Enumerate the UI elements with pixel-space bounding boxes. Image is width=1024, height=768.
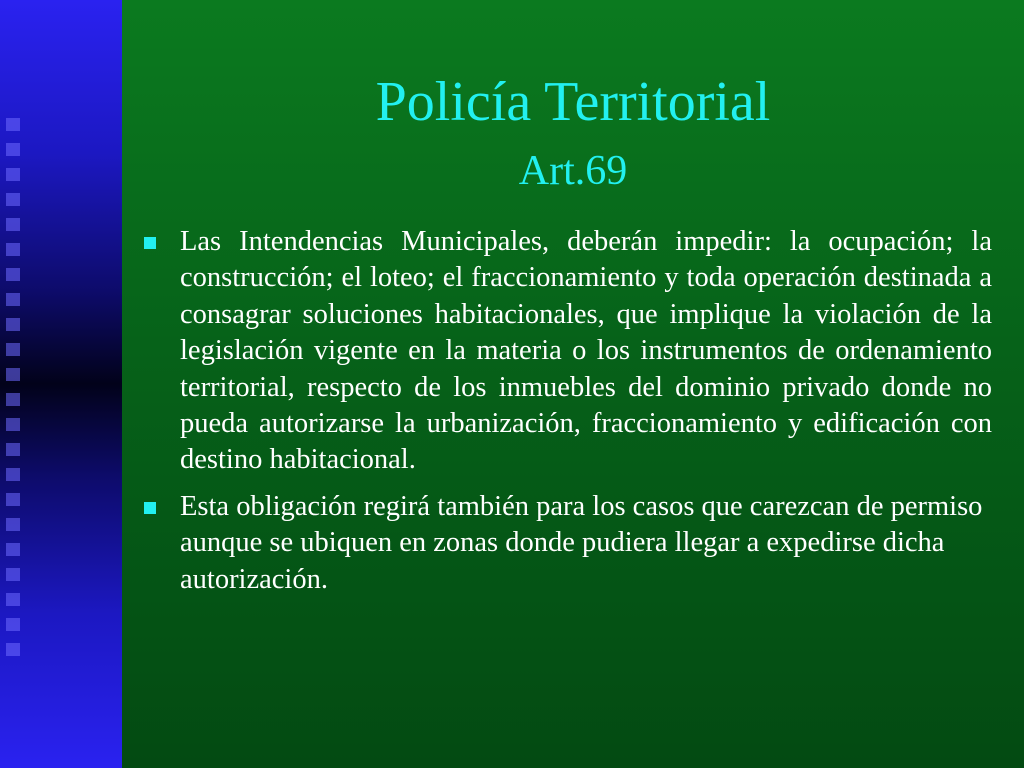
decorative-square [6,118,20,131]
square-bullet-icon [144,502,156,514]
decorative-square [6,218,20,231]
bullet-item [140,224,992,479]
decorative-square [6,168,20,181]
bullet-text: Esta obligación regirá también para los casos que carezcan de permiso aunque se ubiquen en zonas donde pudiera llegar a expedirse dicha autorización. [180,490,983,595]
decorative-square [6,568,20,581]
bullet-text: Las Intendencias Municipales, deberán impedir: la ocupación; la construcción; el loteo; el fraccionamiento y toda operación destinada a consagrar soluciones habitacionales, que implique la violación de la legislación vigente en la materia o los instrumentos de ordenamiento territorial, respecto de los inmuebles del dominio privado donde no pueda autorizarse la urbanización, fraccionamiento y edificación con destino habitacional. [180,226,992,476]
decorative-square [6,643,20,656]
decorative-square [6,318,20,331]
decorative-square [6,493,20,506]
decorative-square [6,593,20,606]
decorative-square [6,543,20,556]
decorative-square [6,393,20,406]
decorative-square [6,443,20,456]
decorative-square [6,293,20,306]
decorative-square [6,243,20,256]
slide-subtitle: Art.69 [518,148,628,194]
decorative-square [6,418,20,431]
decorative-side-band [0,0,122,768]
slide-title: Policía Territorial [375,71,771,133]
decorative-square [6,618,20,631]
decorative-square [6,468,20,481]
decorative-squares [6,118,28,658]
decorative-square [6,518,20,531]
decorative-square [6,193,20,206]
square-bullet-icon [144,237,156,249]
decorative-square [6,368,20,381]
decorative-square [6,143,20,156]
bullet-list [140,224,992,608]
bullet-item [140,489,992,598]
decorative-square [6,268,20,281]
decorative-square [6,343,20,356]
